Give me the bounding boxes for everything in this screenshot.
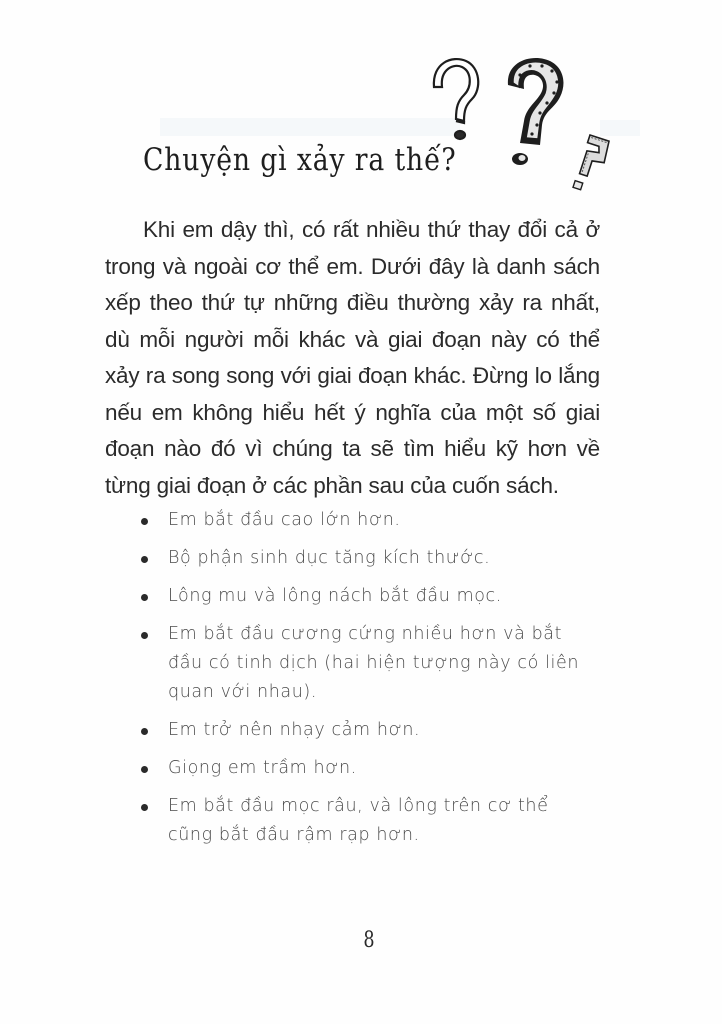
question-marks-icon [420,55,630,200]
intro-paragraph: Khi em dậy thì, có rất nhiều thứ thay đổi cả ở trong và ngoài cơ thể em. Dưới đây là danh sách xếp theo thứ tự những điều thường xảy ra nhất, dù mỗi người mỗi khác và giai đoạn này có thể xảy ra song song với giai đoạn khác. Đừng lo lắng nếu em không hiểu hết ý nghĩa của một số giai đoạn nào đó vì chúng ta sẽ tìm hiểu kỹ hơn về từng giai đoạn ở các phần sau của cuốn sách. [105,217,600,498]
block-question-mark-icon [573,135,611,194]
list-item: Bộ phận sinh dục tăng kích thước. [138,544,598,573]
changes-list [138,506,598,859]
large-question-mark-icon [508,58,564,165]
list-item: Em bắt đầu cương cứng nhiều hơn và bắt đầu có tinh dịch (hai hiện tượng này có liên quan với nhau). [138,620,598,707]
bullet-dot-icon [141,804,148,811]
list-item: Lông mu và lông nách bắt đầu mọc. [138,582,598,611]
bullet-dot-icon [141,518,148,525]
list-item: Em bắt đầu cao lớn hơn. [138,506,598,535]
list-item: Giọng em trầm hơn. [138,754,598,783]
bullet-dot-icon [141,766,148,773]
list-item: Em bắt đầu mọc râu, và lông trên cơ thể cũng bắt đầu rậm rạp hơn. [138,792,598,850]
bleed-through-mark [160,118,460,136]
bullet-dot-icon [141,556,148,563]
page-number: 8 [363,928,375,953]
list-item: Em trở nên nhạy cảm hơn. [138,716,598,745]
page-title: Chuyện gì xảy ra thế? [143,142,457,178]
bullet-dot-icon [141,728,148,735]
small-question-mark-icon [434,59,478,139]
bullet-dot-icon [141,594,148,601]
bullet-dot-icon [141,632,148,639]
